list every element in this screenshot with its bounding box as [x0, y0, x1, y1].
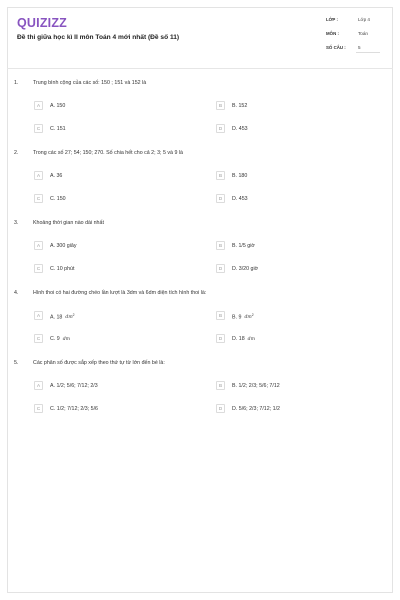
- meta-value: Lớp 4: [358, 17, 370, 22]
- question-number: 3.: [14, 220, 19, 226]
- option-letter-box[interactable]: A: [34, 241, 43, 250]
- question-text: Hình thoi có hai đường chéo lần lượt là 3dm và 6dm diện tích hình thoi là:: [33, 290, 207, 296]
- option-letter-box[interactable]: D: [216, 194, 225, 203]
- meta-class: [326, 17, 386, 31]
- option-text: [50, 126, 66, 132]
- option-value: B. 9: [232, 314, 242, 320]
- option-text: [232, 126, 248, 132]
- answer-option-b[interactable]: [216, 101, 376, 111]
- option-value: A. 36: [50, 172, 63, 179]
- option-text: [232, 173, 247, 179]
- option-value: D. 3/20 giờ: [232, 265, 259, 272]
- option-unit: dm: [62, 336, 71, 342]
- question-number: 5.: [14, 360, 19, 366]
- option-letter-box[interactable]: A: [34, 171, 43, 180]
- option-value: D. 5/6; 2/3; 7/12; 1/2: [232, 405, 280, 412]
- option-value: B. 180: [232, 172, 248, 179]
- option-text: [232, 103, 247, 109]
- option-text: [232, 336, 255, 342]
- answer-option-a[interactable]: [34, 381, 194, 391]
- option-letter-box[interactable]: D: [216, 264, 225, 273]
- option-text: [50, 313, 75, 321]
- option-text: [232, 243, 255, 249]
- answer-option-b[interactable]: [216, 381, 376, 391]
- answer-option-b[interactable]: [216, 311, 376, 321]
- option-text: [50, 383, 98, 389]
- option-letter-box[interactable]: A: [34, 381, 43, 390]
- question-number: 1.: [14, 80, 19, 86]
- answer-option-b[interactable]: [216, 241, 376, 251]
- option-value: A. 18: [50, 314, 63, 320]
- option-value: B. 1/2; 2/3; 5/6; 7/12: [232, 382, 280, 389]
- meta-value: 5: [358, 45, 361, 50]
- answer-option-a[interactable]: [34, 101, 194, 111]
- option-letter-box[interactable]: C: [34, 334, 43, 343]
- option-unit: dm: [247, 336, 255, 342]
- quizizz-logo: QUIZIZZ: [17, 16, 68, 30]
- option-text: [50, 173, 62, 179]
- option-letter-box[interactable]: B: [216, 171, 225, 180]
- option-value: B. 152: [232, 102, 248, 109]
- meta-question-count: [326, 45, 386, 59]
- option-letter-box[interactable]: B: [216, 101, 225, 110]
- option-value: A. 1/2; 5/6; 7/12; 2/3: [50, 382, 98, 389]
- option-unit-exponent: 2: [251, 312, 254, 317]
- option-unit: dm: [244, 315, 252, 320]
- meta-underline: [356, 52, 380, 53]
- option-text: [50, 266, 74, 272]
- option-value: C. 9: [50, 335, 60, 342]
- option-letter-box[interactable]: D: [216, 404, 225, 413]
- answer-option-d[interactable]: [216, 404, 376, 414]
- option-letter-box[interactable]: A: [34, 311, 43, 320]
- meta-value: Toán: [358, 31, 368, 36]
- answer-option-c[interactable]: [34, 404, 194, 414]
- question-number: 2.: [14, 150, 19, 156]
- option-text: [50, 406, 98, 412]
- question-number: 4.: [14, 290, 19, 296]
- option-letter-box[interactable]: C: [34, 264, 43, 273]
- option-letter-box[interactable]: B: [216, 311, 225, 320]
- option-text: [50, 243, 77, 249]
- answer-option-c[interactable]: [34, 264, 194, 274]
- option-letter-box[interactable]: D: [216, 334, 225, 343]
- option-letter-box[interactable]: C: [34, 404, 43, 413]
- answer-option-c[interactable]: [34, 334, 194, 344]
- answer-option-c[interactable]: [34, 124, 194, 134]
- option-value: C. 150: [50, 195, 66, 202]
- option-text: [50, 103, 65, 109]
- option-text: [50, 196, 66, 202]
- option-value: C. 151: [50, 125, 66, 132]
- answer-option-d[interactable]: [216, 194, 376, 204]
- option-text: [232, 383, 280, 389]
- page-title: Đề thi giữa học kì II môn Toán 4 mới nhất (Đề số 11): [17, 34, 180, 41]
- answer-option-a[interactable]: [34, 241, 194, 251]
- option-letter-box[interactable]: A: [34, 101, 43, 110]
- option-value: D. 453: [232, 195, 248, 202]
- option-value: C. 10 phút: [50, 265, 75, 272]
- option-text: [232, 266, 258, 272]
- question-text: Các phân số được sắp xếp theo thứ tự từ lớn đến bé là:: [33, 360, 165, 366]
- option-unit: dm: [65, 315, 73, 320]
- answer-option-b[interactable]: [216, 171, 376, 181]
- answer-option-a[interactable]: [34, 311, 194, 321]
- option-letter-box[interactable]: B: [216, 241, 225, 250]
- option-value: B. 1/5 giờ: [232, 242, 255, 249]
- option-value: A. 300 giây: [50, 242, 77, 249]
- option-letter-box[interactable]: C: [34, 124, 43, 133]
- option-value: D. 18: [232, 335, 245, 342]
- option-unit-exponent: 2: [72, 312, 75, 317]
- answer-option-a[interactable]: [34, 171, 194, 181]
- option-text: [232, 313, 254, 321]
- meta-label: SỐ CÂU :: [326, 45, 346, 50]
- meta-subject: [326, 31, 386, 45]
- option-text: [232, 196, 248, 202]
- question-text: Trong các số 27; 54; 150; 270. Số chia hết cho cả 2; 3; 5 và 9 là: [33, 150, 183, 156]
- answer-option-c[interactable]: [34, 194, 194, 204]
- option-value: C. 1/2; 7/12; 2/3; 5/6: [50, 405, 98, 412]
- question-text: Trung bình cộng của các số: 150 ; 151 và 152 là: [33, 80, 147, 86]
- option-text: [50, 336, 70, 342]
- option-letter-box[interactable]: C: [34, 194, 43, 203]
- answer-option-d[interactable]: [216, 264, 376, 274]
- option-letter-box[interactable]: D: [216, 124, 225, 133]
- answer-option-d[interactable]: [216, 124, 376, 134]
- option-text: [232, 406, 280, 412]
- meta-label: LỚP :: [326, 17, 338, 22]
- option-value: D. 453: [232, 125, 248, 132]
- question-text: Khoảng thời gian nào dài nhất: [33, 220, 104, 226]
- answer-option-d[interactable]: [216, 334, 376, 344]
- page-frame: [7, 7, 393, 593]
- option-value: A. 150: [50, 102, 66, 109]
- option-letter-box[interactable]: B: [216, 381, 225, 390]
- meta-label: MÔN :: [326, 31, 339, 36]
